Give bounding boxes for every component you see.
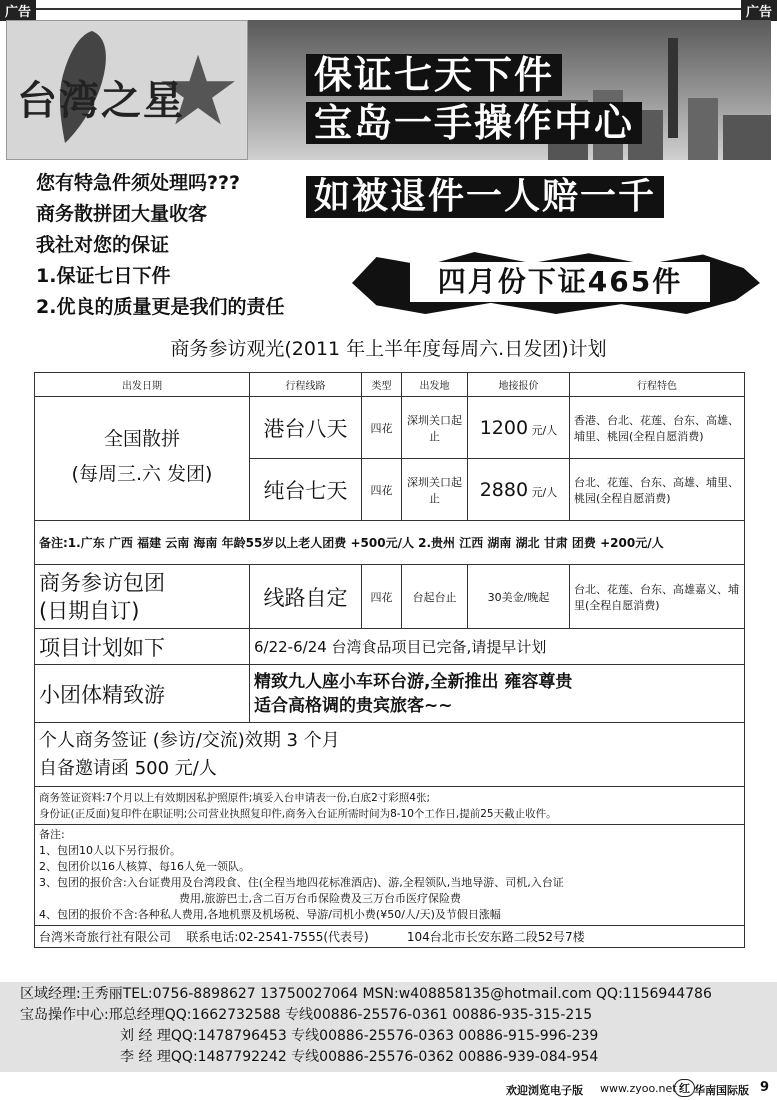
plan-title: 商务参访观光(2011 年上半年度每周六.日发团)计划 <box>170 338 607 360</box>
left-promo <box>36 168 356 323</box>
note: 备注:1.广东 广西 福建 云南 海南 年龄55岁以上老人团费 +500元/人 2.贵州 江西 湖南 湖北 甘肃 团费 +200元/人 <box>35 521 745 565</box>
contact-line: 宝岛操作中心:邢总经理QQ:1662732588 专线00886-25576-0361 00886-935-315-215 <box>20 1007 593 1023</box>
table-row <box>35 397 745 459</box>
feature: 台北、花莲、台东、高雄嘉义、埔里(全程自愿消费) <box>570 565 745 629</box>
project-row <box>35 629 745 665</box>
type: 四花 <box>362 565 402 629</box>
page-number: 9 <box>760 1080 770 1095</box>
col-header: 出发地 <box>402 373 468 397</box>
contact-panel <box>0 982 777 1072</box>
col-header: 出发日期 <box>35 373 250 397</box>
table-header <box>35 373 745 397</box>
col-header: 类型 <box>362 373 402 397</box>
group-label: 全国散拼 (每周三.六 发团) <box>35 397 250 521</box>
charter-label: 商务参访包团 (日期自订) <box>35 565 250 629</box>
note-row <box>35 521 745 565</box>
contact-line: 刘 经 理QQ:1478796453 专线00886-25576-0363 00886-915-996-239 <box>120 1028 599 1044</box>
company-row <box>35 926 745 948</box>
headline-1: 保证七天下件 <box>306 54 562 96</box>
footer-welcome: 欢迎浏览电子版 <box>506 1084 583 1097</box>
small-group-text: 精致九人座小车环台游,全新推出 雍容尊贵 适合高格调的贵宾旅客~~ <box>250 665 745 723</box>
headline-2: 宝岛一手操作中心 <box>306 102 642 144</box>
promo-line: 您有特急件须处理吗??? <box>36 172 241 194</box>
price: 30美金/晚起 <box>468 565 570 629</box>
company: 台湾米奇旅行社有限公司 联系电话:02-2541-7555(代表号) 104台北市长安东路二段52号7楼 <box>35 926 745 948</box>
visa-row <box>35 723 745 787</box>
contact-line: 李 经 理QQ:1487792242 专线00886-25576-0362 00886-939-084-954 <box>120 1049 599 1065</box>
col-header: 地接报价 <box>468 373 570 397</box>
project-label: 项目计划如下 <box>35 629 250 665</box>
docs-row <box>35 787 745 825</box>
logo-panel <box>6 20 248 160</box>
footer-url: www.zyoo.net <box>600 1082 677 1095</box>
headline-3: 如被退件一人赔一千 <box>306 176 664 218</box>
star-icon: ★ <box>155 35 242 147</box>
type: 四花 <box>362 459 402 521</box>
top-rule <box>0 8 777 10</box>
origin: 台起台止 <box>402 565 468 629</box>
footer-brand: 华南国际版 <box>694 1084 749 1097</box>
feature: 台北、花莲、台东、高雄、埔里、桃园(全程自愿消费) <box>570 459 745 521</box>
plan-table <box>34 372 745 948</box>
docs: 商务签证资料:7个月以上有效期因私护照原件;填妥入台申请表一份,白底2寸彩照4张; 身份证(正反面)复印件在职证明;公司营业执照复印件,商务入台证所需时间为8-10个工作日,提前25天截止收件。 <box>35 787 745 825</box>
project-text: 6/22-6/24 台湾食品项目已完备,请提早计划 <box>250 629 745 665</box>
charter-row <box>35 565 745 629</box>
origin: 深圳关口起止 <box>402 397 468 459</box>
route: 纯台七天 <box>250 459 362 521</box>
route: 港台八天 <box>250 397 362 459</box>
remarks-row <box>35 825 745 926</box>
route: 线路自定 <box>250 565 362 629</box>
price: 1200 元/人 <box>468 397 570 459</box>
small-group-row <box>35 665 745 723</box>
col-header: 行程线路 <box>250 373 362 397</box>
origin: 深圳关口起止 <box>402 459 468 521</box>
promo-line: 1.保证七日下件 <box>36 265 171 287</box>
type: 四花 <box>362 397 402 459</box>
visa: 个人商务签证 (参访/交流)效期 3 个月 自备邀请函 500 元/人 <box>35 723 745 787</box>
footer-badge-icon: 红 <box>674 1079 695 1097</box>
logo-text: 台湾之星 <box>17 78 185 124</box>
page-footer <box>0 1076 777 1100</box>
ad-tag-left: 广告 <box>0 0 36 21</box>
remarks: 备注: 1、包团10人以下另行报价。 2、包团价以16人核算、每16人免一领队。 3、包团的报价含:入台证费用及台湾段食、住(全程当地四花标准酒店)、游,全程领队,当地导游、司机,入台证 费用,旅游巴士,含二百万台币保险费及三万台币医疗保险费 4、包团的报价不含:各种私人费用,各地机票及机场税、导游/司机小费(¥50/人/天)及节假日涨幅 <box>35 825 745 926</box>
promo-line: 2.优良的质量更是我们的责任 <box>36 296 285 318</box>
small-group-label: 小团体精致游 <box>35 665 250 723</box>
burst-text: 四月份下证465件 <box>410 262 710 302</box>
price: 2880 元/人 <box>468 459 570 521</box>
col-header: 行程特色 <box>570 373 745 397</box>
banner <box>6 20 771 160</box>
promo-line: 商务散拼团大量收客 <box>36 203 208 225</box>
ad-tag-right: 广告 <box>741 0 777 21</box>
feature: 香港、台北、花莲、台东、高雄、埔里、桃园(全程自愿消费) <box>570 397 745 459</box>
contact-line: 区域经理:王秀丽TEL:0756-8898627 13750027064 MSN:w408858135@hotmail.com QQ:1156944786 <box>20 986 712 1002</box>
promo-line: 我社对您的保证 <box>36 234 170 256</box>
